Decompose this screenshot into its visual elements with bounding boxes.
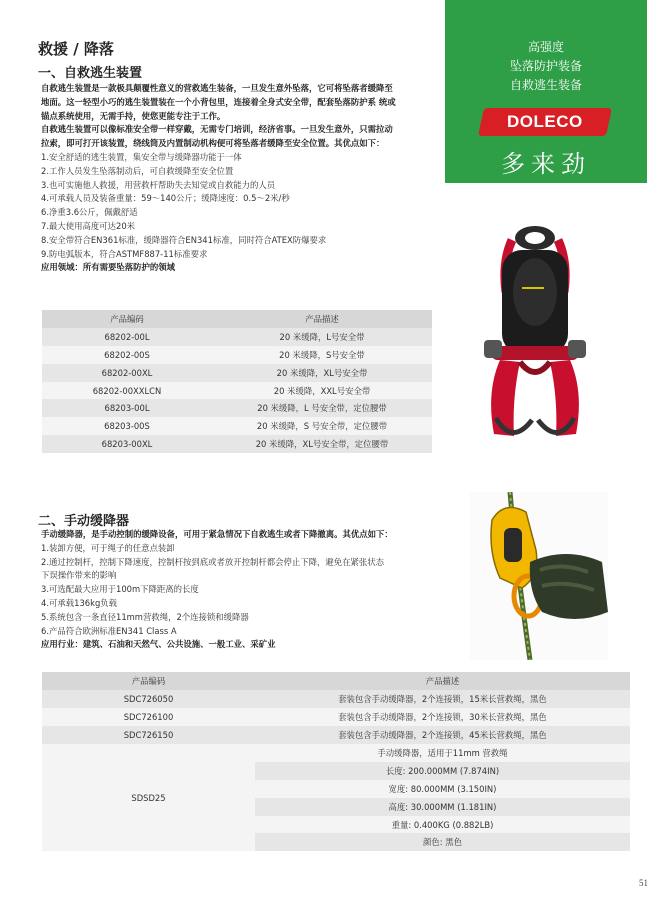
spec-value: 手动缓降器，适用于11mm 营救绳 <box>255 744 630 762</box>
table-row <box>42 382 432 400</box>
spec-value: 颜色: 黑色 <box>255 833 630 851</box>
feature-item: 下误操作带来的影响 <box>41 570 117 581</box>
intro-line: 拉索，即可打开该装置，绕线筒及内置制动机构便可将坠落者缓降至安全位置。其优点如下： <box>41 138 385 149</box>
feature-item: 1.装卸方便，可于绳子的任意点装卸 <box>41 542 175 553</box>
application-field: 应用领域：所有需要坠落防护的领域 <box>41 262 175 273</box>
intro-line: 自救逃生装置是一款极具颠覆性意义的营救逃生装备，一旦发生意外坠落，它可将坠落者缓降至 <box>41 83 393 93</box>
brand-name-cn: 多来劲 <box>501 150 591 178</box>
intro-line: 地面。这一轻型小巧的逃生装置装在一个小背包里，连接着全身式安全带，配套坠落防护系 统或 <box>41 96 396 107</box>
product-code: 68202-00XXLCN <box>42 382 212 400</box>
brand-tag: 自救逃生装备 <box>509 78 582 92</box>
section1-heading: 一、自救逃生装置 <box>38 66 143 81</box>
doleco-logo <box>478 108 612 136</box>
table-row <box>42 346 432 364</box>
feature-item: 6.产品符合欧洲标准EN341 Class A <box>41 625 177 636</box>
spec-value: 高度: 30.000MM (1.181IN) <box>255 798 630 816</box>
intro-line: 自救逃生装置可以像标准安全带一样穿戴，无需专门培训，经济省事。一旦发生意外，只需拉动 <box>41 124 393 135</box>
brand-tag: 高强度 <box>527 40 564 54</box>
product-description: 20 米缓降，L 号安全带，定位腰带 <box>212 399 432 417</box>
table-row <box>42 435 432 453</box>
product-description: 20 米缓降，S号安全带 <box>212 346 432 364</box>
feature-item: 2.工作人员发生坠落制动后，可自救缓降至安全位置 <box>41 165 234 176</box>
feature-item: 9.防电弧版本，符合ASTMF887-11标准要求 <box>41 248 208 259</box>
feature-item: 1.安全舒适的逃生装置，集安全带与缓降器功能于一体 <box>41 151 242 162</box>
harness-image <box>472 222 596 452</box>
product-code: 68202-00XL <box>42 364 212 382</box>
table-row <box>42 399 432 417</box>
section1-product-table <box>42 310 432 453</box>
section2-heading: 二、手动缓降器 <box>38 514 130 529</box>
brand-tags <box>445 38 647 95</box>
spec-value: 宽度: 80.000MM (3.150IN) <box>255 780 630 798</box>
column-header: 产品编码 <box>42 310 212 328</box>
feature-item: 7.最大使用高度可达20米 <box>41 220 136 231</box>
descender-image <box>470 492 608 660</box>
product-code: 68203-00L <box>42 399 212 417</box>
product-description: 20 米缓降，L号安全带 <box>212 328 432 346</box>
feature-item: 3.可选配最大应用于100m下降距离的长度 <box>41 584 199 595</box>
product-description: 20 米缓降，XXL号安全带 <box>212 382 432 400</box>
intro-line: 手动缓降器，是手动控制的缓降设备，可用于紧急情况下自救逃生或者下降撤离。其优点如下： <box>41 529 393 539</box>
feature-item: 4.可承载人员及装备重量：59～140公斤；缓降速度：0.5～2米/秒 <box>41 193 290 204</box>
product-description: 20 米缓降，XL号安全带，定位腰带 <box>212 435 432 453</box>
product-description: 20 米缓降，S 号安全带，定位腰带 <box>212 417 432 435</box>
section2-spec-table <box>42 744 630 851</box>
feature-item: 6.净重3.6公斤，佩戴舒适 <box>41 207 138 218</box>
column-header: 产品描述 <box>212 310 432 328</box>
brand-tag: 坠落防护装备 <box>509 59 582 73</box>
product-code: 68202-00S <box>42 346 212 364</box>
feature-item: 5.系统包含一条直径11mm营救绳，2个连接锁和缓降器 <box>41 611 249 622</box>
spec-value: 重量: 0.400KG (0.882LB) <box>255 816 630 834</box>
logo-text: DOLECO <box>507 112 583 131</box>
product-code: SDSD25 <box>42 744 255 851</box>
product-code: SDC726050 <box>42 690 255 708</box>
product-code: 68203-00XL <box>42 435 212 453</box>
application-industry: 应用行业：建筑、石油和天然气、公共设施、一般工业、采矿业 <box>41 639 276 650</box>
table-header-row <box>42 310 432 328</box>
page-title: 救援 / 降落 <box>38 40 114 58</box>
section1-intro <box>41 82 441 275</box>
intro-line: 锚点系统使用，无需手持，使您更能专注于工作。 <box>41 110 226 121</box>
product-description: 套装包含手动缓降器，2个连接锁，30米长营救绳，黑色 <box>255 708 630 726</box>
spec-value: 长度: 200.000MM (7.874IN) <box>255 762 630 780</box>
brand-box <box>445 0 647 183</box>
column-header: 产品编码 <box>42 672 255 690</box>
table-header-row <box>42 672 630 690</box>
table-row <box>42 328 432 346</box>
product-code: SDC726150 <box>42 726 255 744</box>
product-code: SDC726100 <box>42 708 255 726</box>
table-row <box>42 364 432 382</box>
section2-intro <box>41 528 461 652</box>
feature-item: 8.安全带符合EN361标准，缓降器符合EN341标准，同时符合ATEX防爆要求 <box>41 234 327 245</box>
product-description: 套装包含手动缓降器，2个连接锁，45米长营救绳，黑色 <box>255 726 630 744</box>
feature-item: 3.也可实施他人救援，用营救杆帮助失去知觉或自救能力的人员 <box>41 179 276 190</box>
product-description: 20 米缓降，XL号安全带 <box>212 364 432 382</box>
table-row <box>42 690 630 708</box>
table-row <box>42 417 432 435</box>
table-row <box>42 726 630 744</box>
product-description: 套装包含手动缓降器，2个连接锁，15米长营救绳，黑色 <box>255 690 630 708</box>
column-header: 产品描述 <box>255 672 630 690</box>
section2-product-table <box>42 672 630 744</box>
table-row <box>42 708 630 726</box>
spec-row <box>42 744 630 762</box>
page-number: 51 <box>639 878 648 888</box>
product-code: 68203-00S <box>42 417 212 435</box>
feature-item: 2.通过控制杆，控制下降速度，控制杆按到底或者放开控制杆都会停止下降，避免在紧张状态 <box>41 556 384 567</box>
product-code: 68202-00L <box>42 328 212 346</box>
feature-item: 4.可承载136kg负载 <box>41 597 118 608</box>
